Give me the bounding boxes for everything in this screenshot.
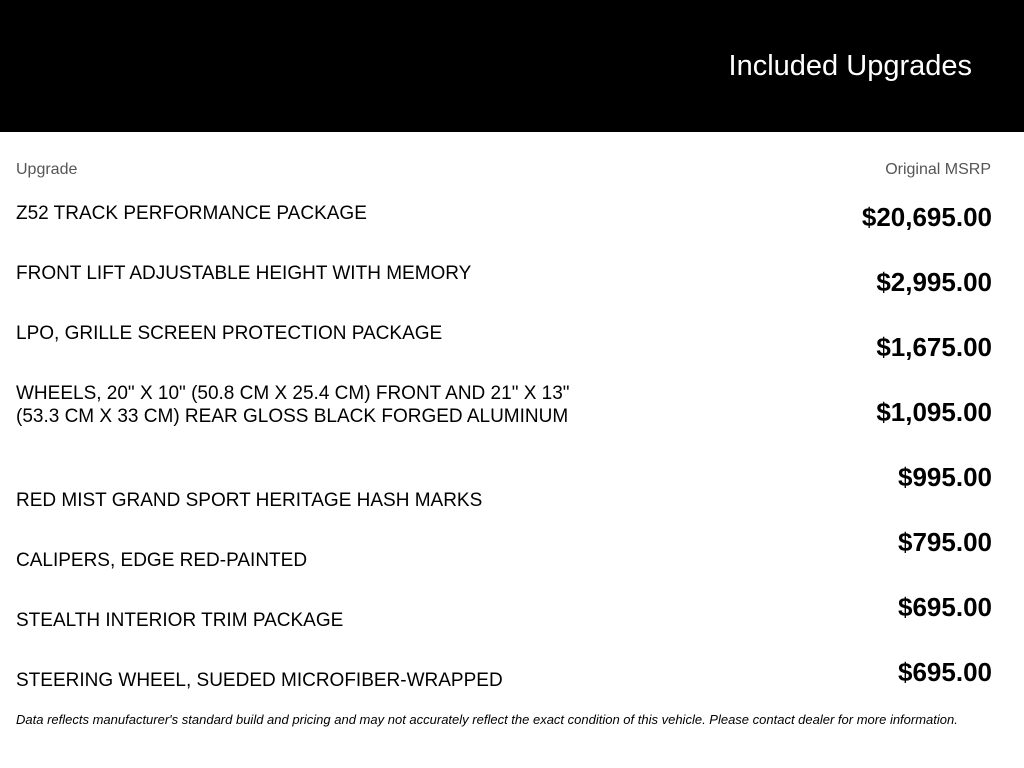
upgrade-price: $20,695.00 (861, 202, 992, 232)
upgrade-name: FRONT LIFT ADJUSTABLE HEIGHT WITH MEMORY (16, 263, 472, 284)
upgrade-price: $1,675.00 (876, 332, 992, 362)
upgrade-price: $795.00 (898, 527, 992, 557)
upgrade-name: WHEELS, 20" X 10" (50.8 CM X 25.4 CM) FRONT AND 21" X 13" (53.3 CM X 33 CM) REAR GLOSS BLACK FORGED ALUMINUM (16, 383, 570, 427)
upgrade-column-header: Upgrade (16, 161, 78, 178)
upgrade-price: $1,095.00 (876, 397, 992, 427)
page-title: Included Upgrades (728, 50, 972, 82)
upgrade-name: STEERING WHEEL, SUEDED MICROFIBER-WRAPPED (16, 670, 503, 691)
upgrade-name: STEALTH INTERIOR TRIM PACKAGE (16, 610, 344, 631)
upgrade-name: Z52 TRACK PERFORMANCE PACKAGE (16, 203, 367, 224)
upgrade-name: RED MIST GRAND SPORT HERITAGE HASH MARKS (16, 490, 483, 511)
upgrade-price: $695.00 (898, 657, 992, 687)
msrp-column-header: Original MSRP (885, 161, 991, 178)
disclaimer-footnote: Data reflects manufacturer's standard build and pricing and may not accurately reflect the exact condition of this vehicle. Please contact dealer for more information. (16, 712, 958, 727)
page-header (0, 0, 1024, 132)
upgrade-name: LPO, GRILLE SCREEN PROTECTION PACKAGE (16, 323, 443, 344)
upgrade-name: CALIPERS, EDGE RED-PAINTED (16, 550, 308, 571)
upgrade-price: $2,995.00 (876, 267, 992, 297)
upgrade-price: $695.00 (898, 592, 992, 622)
upgrade-price: $995.00 (898, 462, 992, 492)
